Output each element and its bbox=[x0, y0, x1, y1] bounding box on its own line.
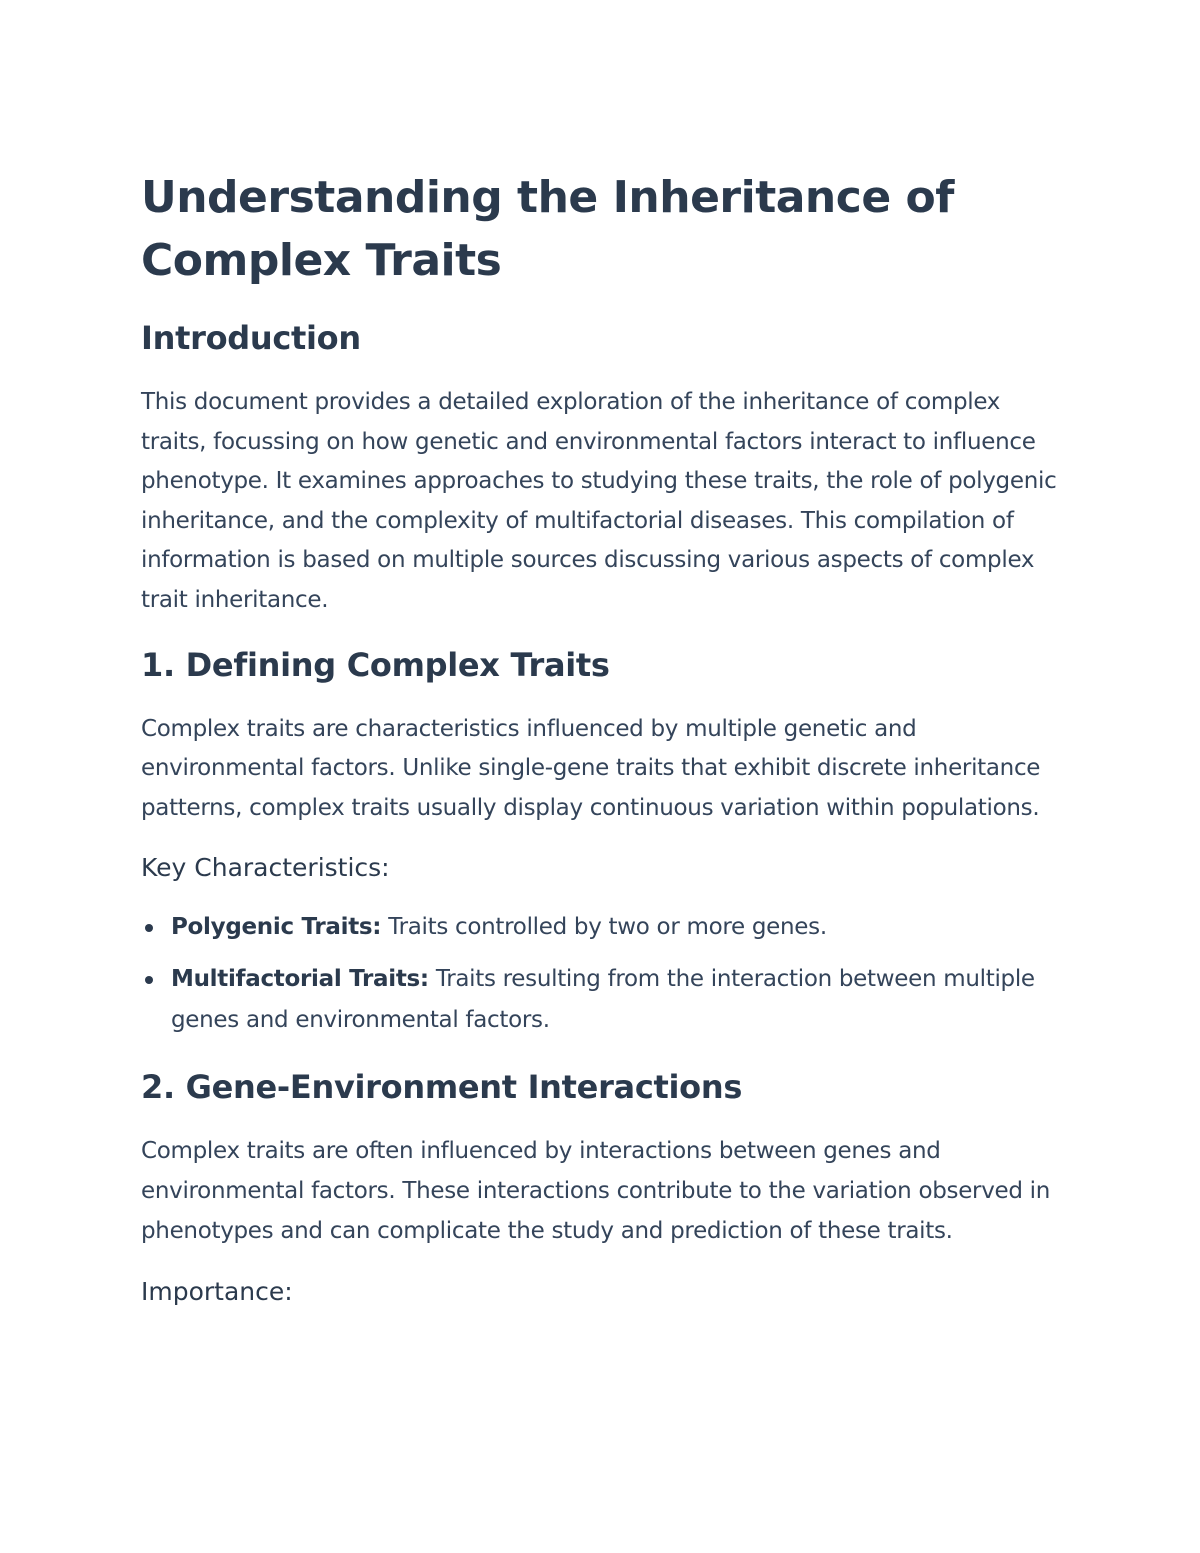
defining-complex-traits-paragraph: Complex traits are characteristics influenced by multiple genetic and environmental factors. Unlike single-gene traits that exhibit discrete inheritance patterns, complex traits usually display continuous variation within populations. bbox=[141, 715, 1041, 821]
document-title: Understanding the Inheritance of Complex Traits bbox=[141, 172, 954, 286]
list-item bbox=[141, 959, 1060, 1041]
key-characteristics-list bbox=[141, 907, 1060, 1041]
bullet-text: Traits controlled by two or more genes. bbox=[381, 914, 827, 941]
bullet-term: Polygenic Traits: bbox=[171, 914, 382, 941]
bullet-term: Multifactorial Traits: bbox=[171, 966, 429, 993]
list-item bbox=[141, 907, 1060, 948]
bullet-text: Traits resulting from the interaction between multiple genes and environmental factors. bbox=[171, 966, 1035, 1034]
introduction-paragraph: This document provides a detailed exploration of the inheritance of complex traits, focussing on how genetic and environmental factors interact to influence phenotype. It examines approaches to studying these traits, the role of polygenic inheritance, and the complexity of multifactorial diseases. This compilation of information is based on multiple sources discussing various aspects of complex trait inheritance. bbox=[141, 389, 1057, 613]
gene-environment-paragraph: Complex traits are often influenced by interactions between genes and environmental factors. These interactions contribute to the variation observed in phenotypes and can complicate the study and prediction of these traits. bbox=[141, 1138, 1051, 1244]
subheading-key-characteristics: Key Characteristics: bbox=[141, 853, 390, 883]
section-heading-defining-complex-traits: 1. Defining Complex Traits bbox=[141, 645, 610, 684]
bullet-icon bbox=[145, 924, 153, 932]
section-heading-gene-environment-interactions: 2. Gene-Environment Interactions bbox=[141, 1068, 743, 1107]
section-heading-introduction: Introduction bbox=[141, 319, 361, 357]
bullet-icon bbox=[145, 976, 153, 984]
subheading-importance: Importance: bbox=[141, 1277, 293, 1307]
